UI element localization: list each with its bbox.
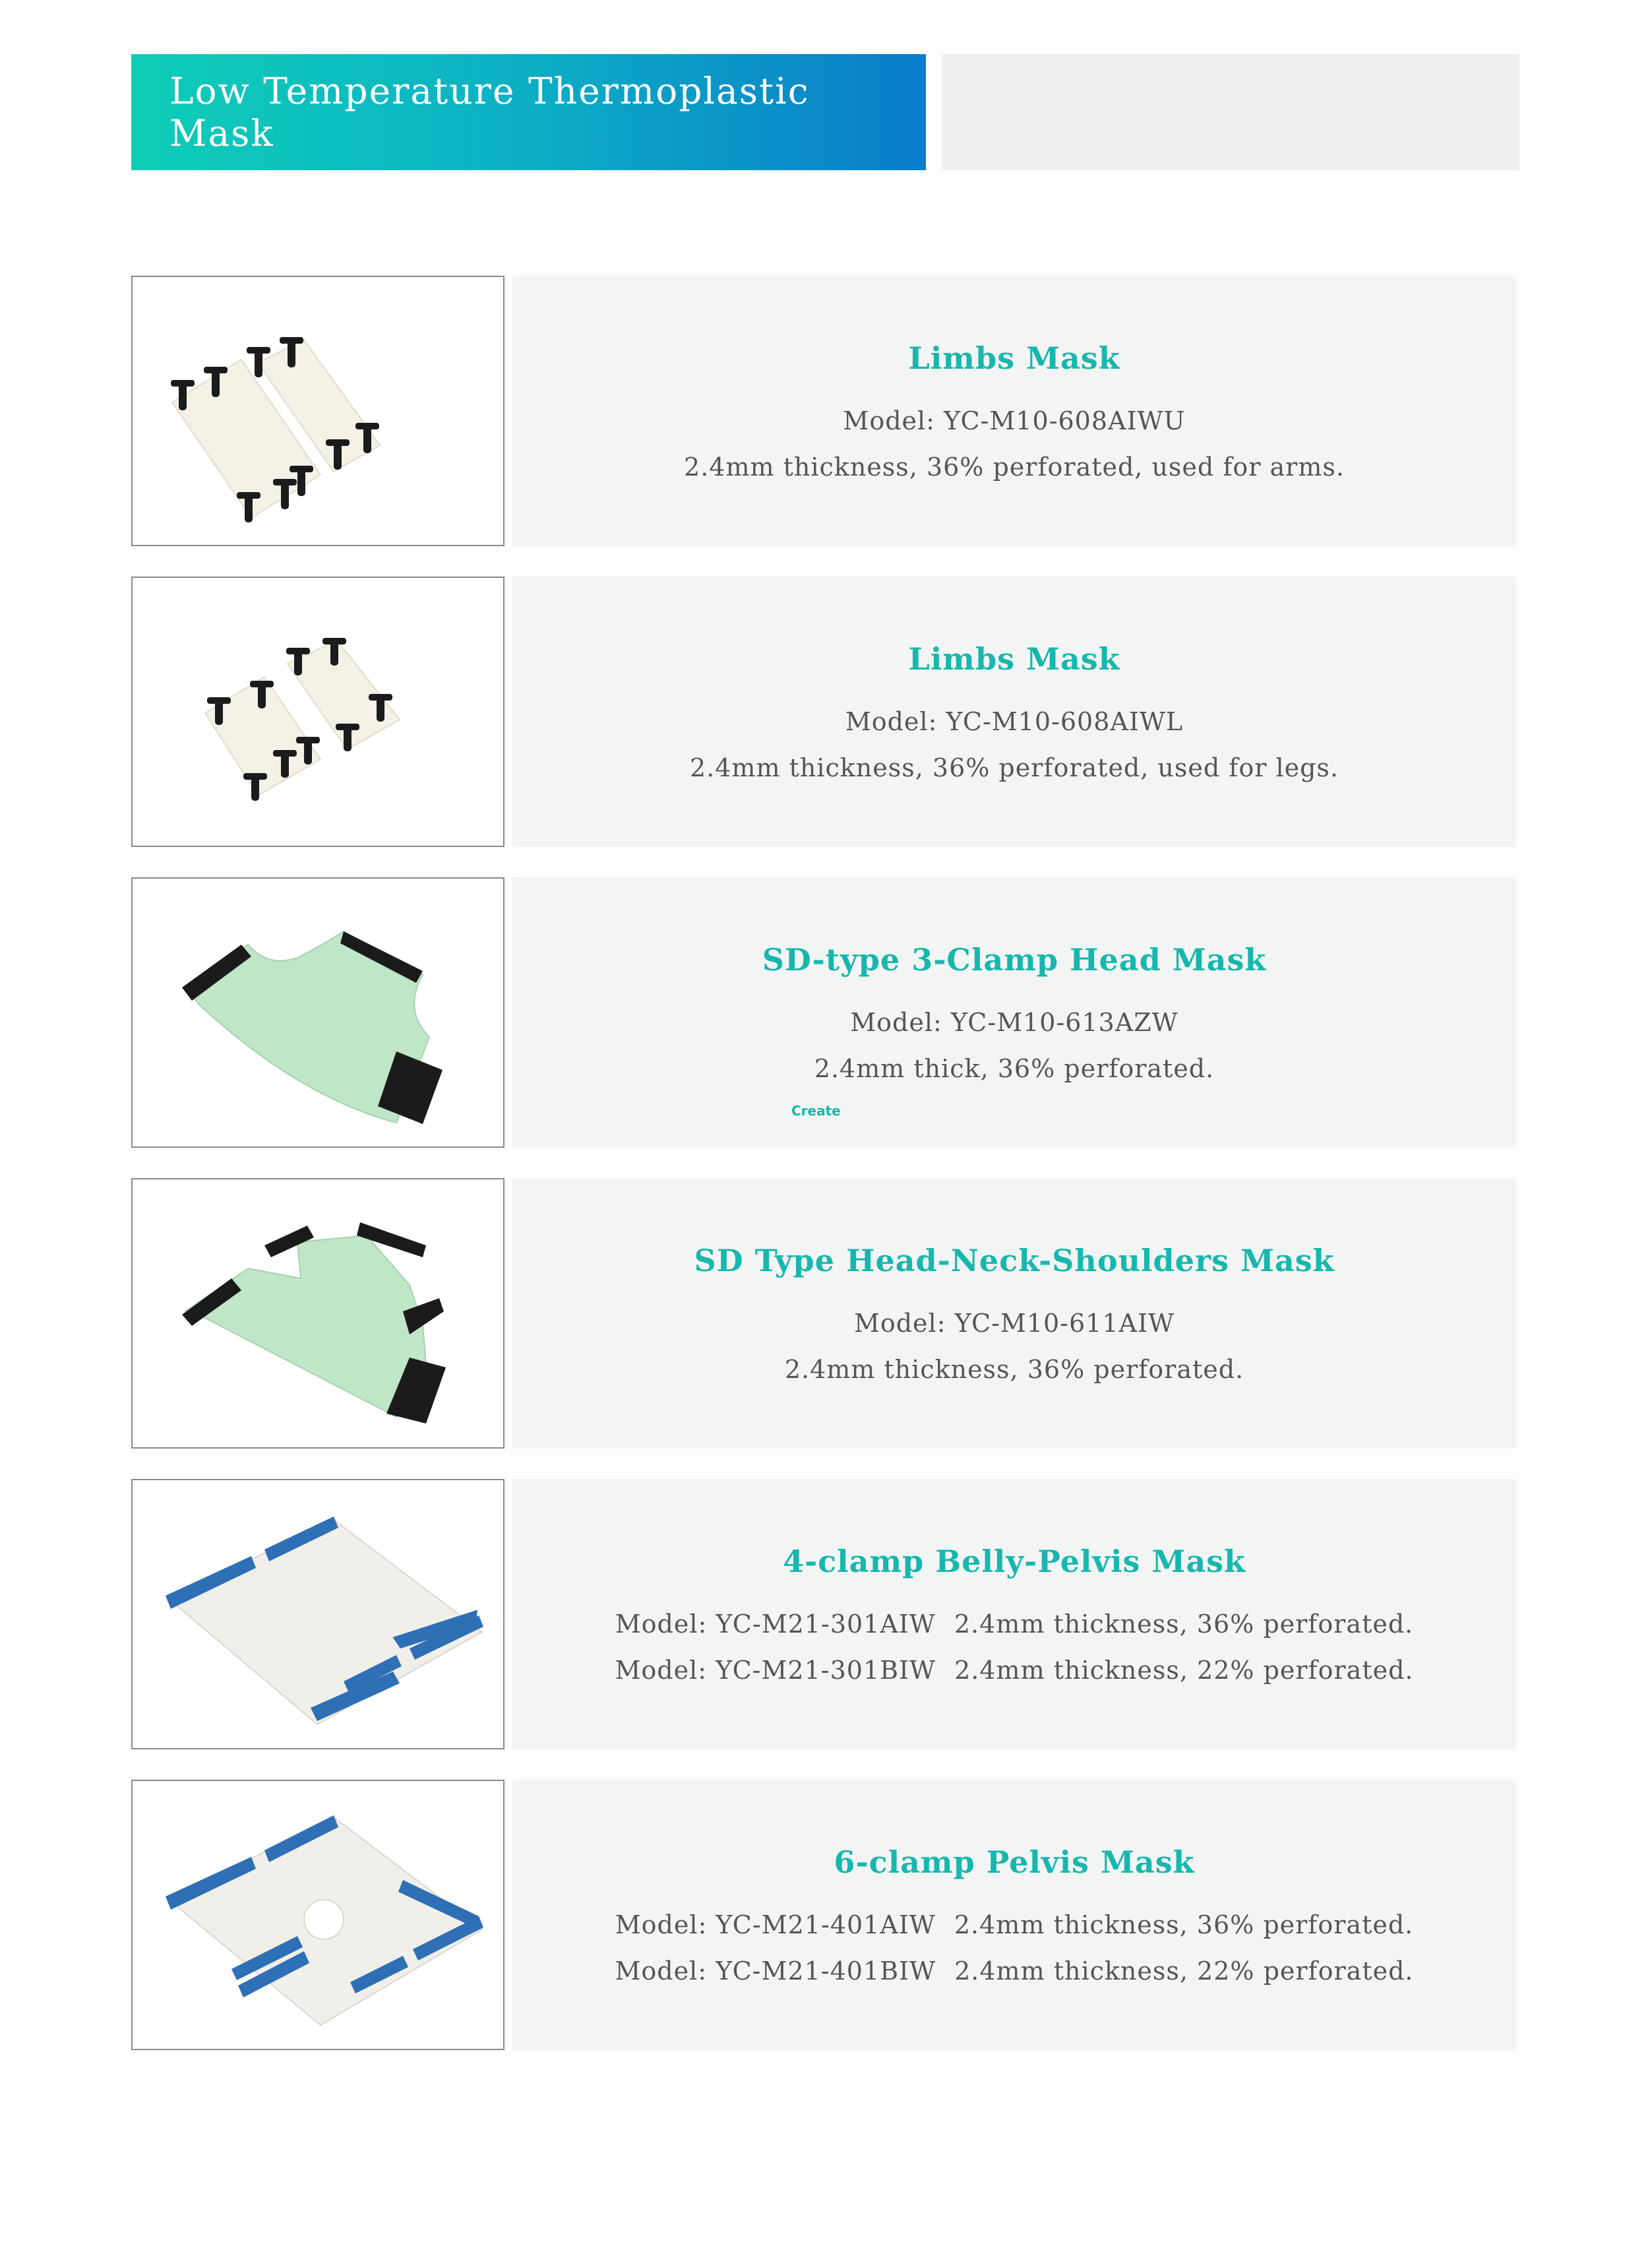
product-model: Model: YC-M21-401BIW	[615, 1956, 936, 1986]
product-info-6-clamp-pelvis	[512, 1780, 1516, 2050]
product-spec-row	[615, 1956, 1414, 1986]
create-watermark: Create	[791, 1103, 841, 1119]
product-title: 6-clamp Pelvis Mask	[834, 1844, 1195, 1880]
head-mask-illustration	[133, 879, 503, 1146]
product-model: Model: YC-M10-611AIW	[853, 1309, 1175, 1338]
product-row-4-clamp-belly-pelvis	[131, 1479, 1516, 1749]
product-description: 2.4mm thick, 36% perforated.	[814, 1054, 1215, 1083]
belly-pelvis-mask-illustration	[133, 1480, 503, 1748]
product-model: Model: YC-M10-608AIWU	[843, 406, 1186, 435]
product-description: 2.4mm thickness, 22% perforated.	[954, 1956, 1414, 1986]
product-image-sd-head-neck-shoulders	[131, 1178, 505, 1449]
product-image-limbs-legs	[131, 577, 505, 847]
product-description: 2.4mm thickness, 36% perforated.	[954, 1910, 1414, 1939]
product-row-6-clamp-pelvis	[131, 1780, 1516, 2050]
product-info-sd-head-neck-shoulders	[512, 1178, 1516, 1449]
product-description: 2.4mm thickness, 36% perforated, used for legs.	[689, 753, 1339, 782]
product-info-sd-3-clamp-head	[512, 877, 1516, 1148]
product-image-4-clamp-belly-pelvis	[131, 1479, 505, 1749]
limbs-arms-illustration	[133, 277, 503, 545]
product-spec-row	[615, 1910, 1413, 1939]
product-spec-row	[615, 1656, 1414, 1685]
product-title: Limbs Mask	[908, 641, 1120, 677]
product-description: 2.4mm thickness, 22% perforated.	[954, 1656, 1414, 1685]
product-image-limbs-arms	[131, 276, 505, 546]
pelvis-mask-illustration	[133, 1781, 503, 2049]
product-model: Model: YC-M10-608AIWL	[845, 707, 1184, 736]
head-neck-shoulders-illustration	[133, 1179, 503, 1447]
product-model: Model: YC-M21-301AIW	[615, 1610, 936, 1639]
product-image-6-clamp-pelvis	[131, 1780, 505, 2050]
product-info-limbs-legs	[512, 577, 1516, 847]
header-gray-block	[942, 54, 1519, 170]
page-title: Low Temperature Thermoplastic Mask	[169, 70, 810, 154]
product-row-sd-head-neck-shoulders	[131, 1178, 1516, 1449]
product-model: Model: YC-M10-613AZW	[850, 1008, 1178, 1037]
product-spec-row	[615, 1610, 1413, 1639]
product-model: Model: YC-M21-401AIW	[615, 1910, 936, 1939]
product-info-4-clamp-belly-pelvis	[512, 1479, 1516, 1749]
product-description: 2.4mm thickness, 36% perforated, used for arms.	[684, 453, 1345, 482]
product-info-limbs-arms	[512, 276, 1516, 546]
product-description: 2.4mm thickness, 36% perforated.	[954, 1610, 1414, 1639]
product-title: Limbs Mask	[908, 340, 1120, 376]
product-description: 2.4mm thickness, 36% perforated.	[784, 1355, 1244, 1384]
product-model: Model: YC-M21-301BIW	[615, 1656, 936, 1685]
product-row-limbs-legs	[131, 577, 1516, 847]
product-image-sd-3-clamp-head	[131, 877, 505, 1148]
header-banner	[131, 54, 926, 170]
limbs-legs-illustration	[133, 578, 503, 846]
product-title: SD Type Head-Neck-Shoulders Mask	[694, 1243, 1335, 1278]
product-title: 4-clamp Belly-Pelvis Mask	[783, 1544, 1246, 1579]
product-title: SD-type 3-Clamp Head Mask	[762, 942, 1267, 978]
product-row-limbs-arms	[131, 276, 1516, 546]
